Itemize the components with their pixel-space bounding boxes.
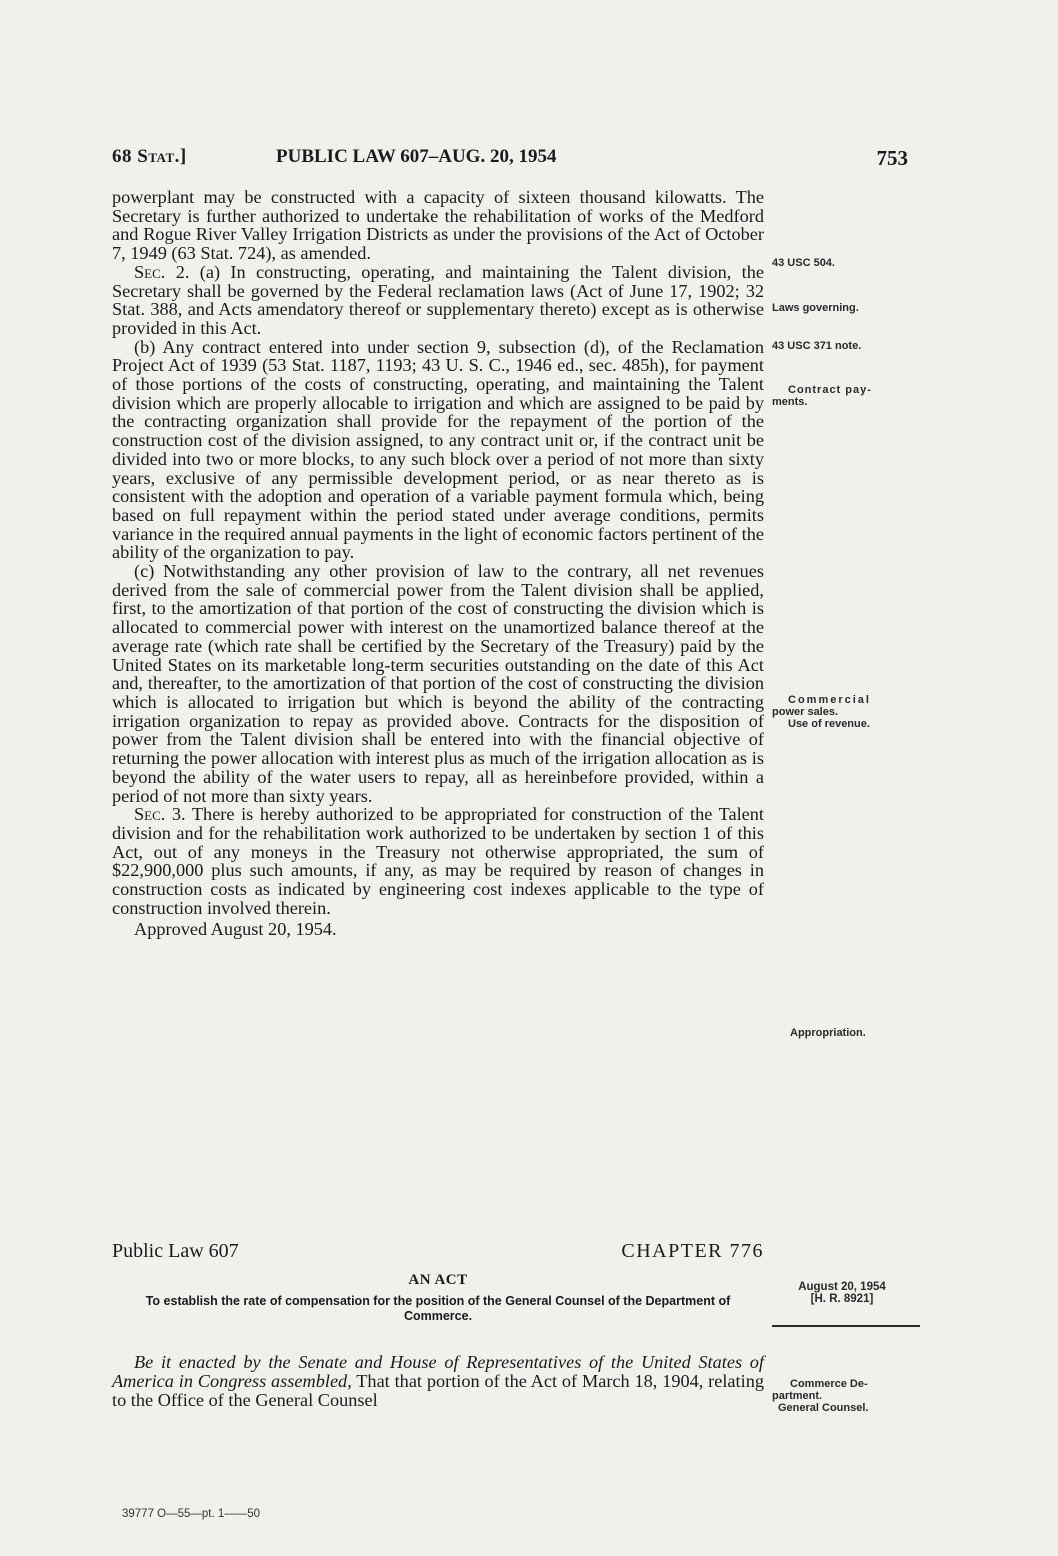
running-header bbox=[112, 146, 908, 172]
margin-note-line: Commercial bbox=[788, 694, 871, 706]
enacting-clause bbox=[112, 1353, 764, 1410]
margin-note-bill-date bbox=[772, 1281, 912, 1305]
header-title: PUBLIC LAW 607–AUG. 20, 1954 bbox=[276, 146, 557, 167]
law-heading bbox=[112, 1240, 764, 1266]
margin-note-line: ments. bbox=[772, 396, 808, 408]
an-act-heading: AN ACT bbox=[408, 1272, 468, 1288]
section-2c: (c) Notwithstanding any other provision of law to the contrary, all net revenues derived from the sale of commercial power from the Talent division shall be applied, first, to the amortization of that portion of the cost of constructing the division which is allocated to commercial power with interest on the unamortized balance thereof at the average rate (which rate shall be certified by the Secretary of the Treasury) paid by the United States on its marketable long-term securities outstanding on the date of this Act and, thereafter, to the amortization of that portion of the cost of constructing the division which is allocated to irrigation but which is beyond the ability of the contracting irrigation organization to repay as provided above. Contracts for the disposition of power from the Talent division shall be entered into with the financial objective of returning the power allocation with interest plus as much of the irrigation allocation as is beyond the ability of the water users to repay, all as hereinbefore provided, within a period of not more than sixty years. bbox=[112, 561, 764, 806]
chapter-number: CHAPTER 776 bbox=[621, 1240, 764, 1262]
margin-note-commerce-department bbox=[772, 1378, 912, 1414]
margin-note-usc-504: 43 USC 504. bbox=[772, 257, 835, 269]
print-code: 39777 O—55—pt. 1——50 bbox=[122, 1508, 261, 1520]
volume-reference: 68 Stat.] bbox=[112, 146, 187, 167]
section-label: Sec. 3. bbox=[134, 804, 186, 825]
section-2a bbox=[112, 263, 764, 338]
margin-note-line: August 20, 1954 bbox=[798, 1281, 886, 1293]
margin-rule bbox=[772, 1325, 920, 1327]
section-3 bbox=[112, 805, 764, 917]
margin-note-line: General Counsel. bbox=[778, 1402, 869, 1414]
paragraph-continuation: powerplant may be constructed with a capacity of sixteen thousand kilowatts. The Secretary is further authorized to undertake the rehabilitation of works of the Medford and Rogue River Valley Irrigation Districts as under the provisions of the Act of October 7, 1949 (63 Stat. 724), as amended. bbox=[112, 187, 764, 264]
margin-note-laws-governing: Laws governing. bbox=[772, 302, 859, 314]
page-number: 753 bbox=[876, 146, 908, 170]
margin-note-line: [H. R. 8921] bbox=[810, 1293, 874, 1305]
law-number: Public Law 607 bbox=[112, 1240, 239, 1262]
act-purpose: To establish the rate of compensation for the position of the General Counsel of the Department of Commerce. bbox=[145, 1294, 731, 1323]
section-2a-text: (a) In constructing, operating, and maintaining the Talent division, the Secretary shall be governed by the Federal reclamation laws (Act of June 17, 1902; 32 Stat. 388, and Acts amendatory thereof or supplementary thereto) except as is otherwise provided in this Act. bbox=[112, 261, 764, 338]
margin-note-appropriation: Appropriation. bbox=[790, 1027, 866, 1039]
margin-note-line: Commerce De- bbox=[790, 1378, 868, 1390]
section-2b: (b) Any contract entered into under section 9, subsection (d), of the Reclamation Project Act of 1939 (53 Stat. 1187, 1193; 43 U. S. C., 1946 ed., sec. 485h), for payment of those portions of the costs of constructing, operating, and maintaining the Talent division which are properly allocable to irrigation and which are assigned to be paid by the contracting organization shall provide for the repayment of the portion of the construction cost of the division assigned, to any contract unit or, if the contract unit be divided into two or more blocks, to any such block over a period of not more than sixty years, exclusive of any permissible development period, or as near thereto as is consistent with the adoption and operation of a variable payment formula which, being based on full repayment within the period stated under average conditions, permits variance in the required annual payments in the light of economic factors pertinent of the ability of the organization to pay. bbox=[112, 336, 764, 563]
margin-note-line: partment. bbox=[772, 1390, 823, 1402]
margin-note-usc-371: 43 USC 371 note. bbox=[772, 340, 862, 352]
enacting-text: That that portion of the Act of March 18, 1904, relating to the Office of the General Counsel bbox=[112, 1371, 764, 1410]
main-text bbox=[112, 188, 764, 939]
margin-note-line: power sales. bbox=[772, 706, 839, 718]
margin-note-line: Use of revenue. bbox=[788, 718, 870, 730]
margin-note-contract-payments bbox=[772, 384, 912, 408]
margin-note-commercial-power bbox=[772, 694, 912, 730]
approval-date: Approved August 20, 1954. bbox=[134, 919, 337, 940]
section-label: Sec. 2. bbox=[134, 261, 190, 282]
enacting-paragraph bbox=[112, 1353, 764, 1410]
enacting-formula: Be it enacted by the Senate and House of Representatives of the United States of America in Congress assembled, bbox=[112, 1352, 764, 1391]
margin-note-line: Contract pay- bbox=[788, 384, 872, 396]
section-3-text: There is hereby authorized to be appropriated for construction of the Talent division and for the rehabilitation work authorized to be undertaken by section 1 of this Act, out of any moneys in the Treasury not otherwise appropriated, the sum of $22,900,000 plus such amounts, if any, as may be required by reason of changes in construction costs as indicated by engineering cost indexes applicable to the type of construction involved therein. bbox=[112, 804, 765, 918]
